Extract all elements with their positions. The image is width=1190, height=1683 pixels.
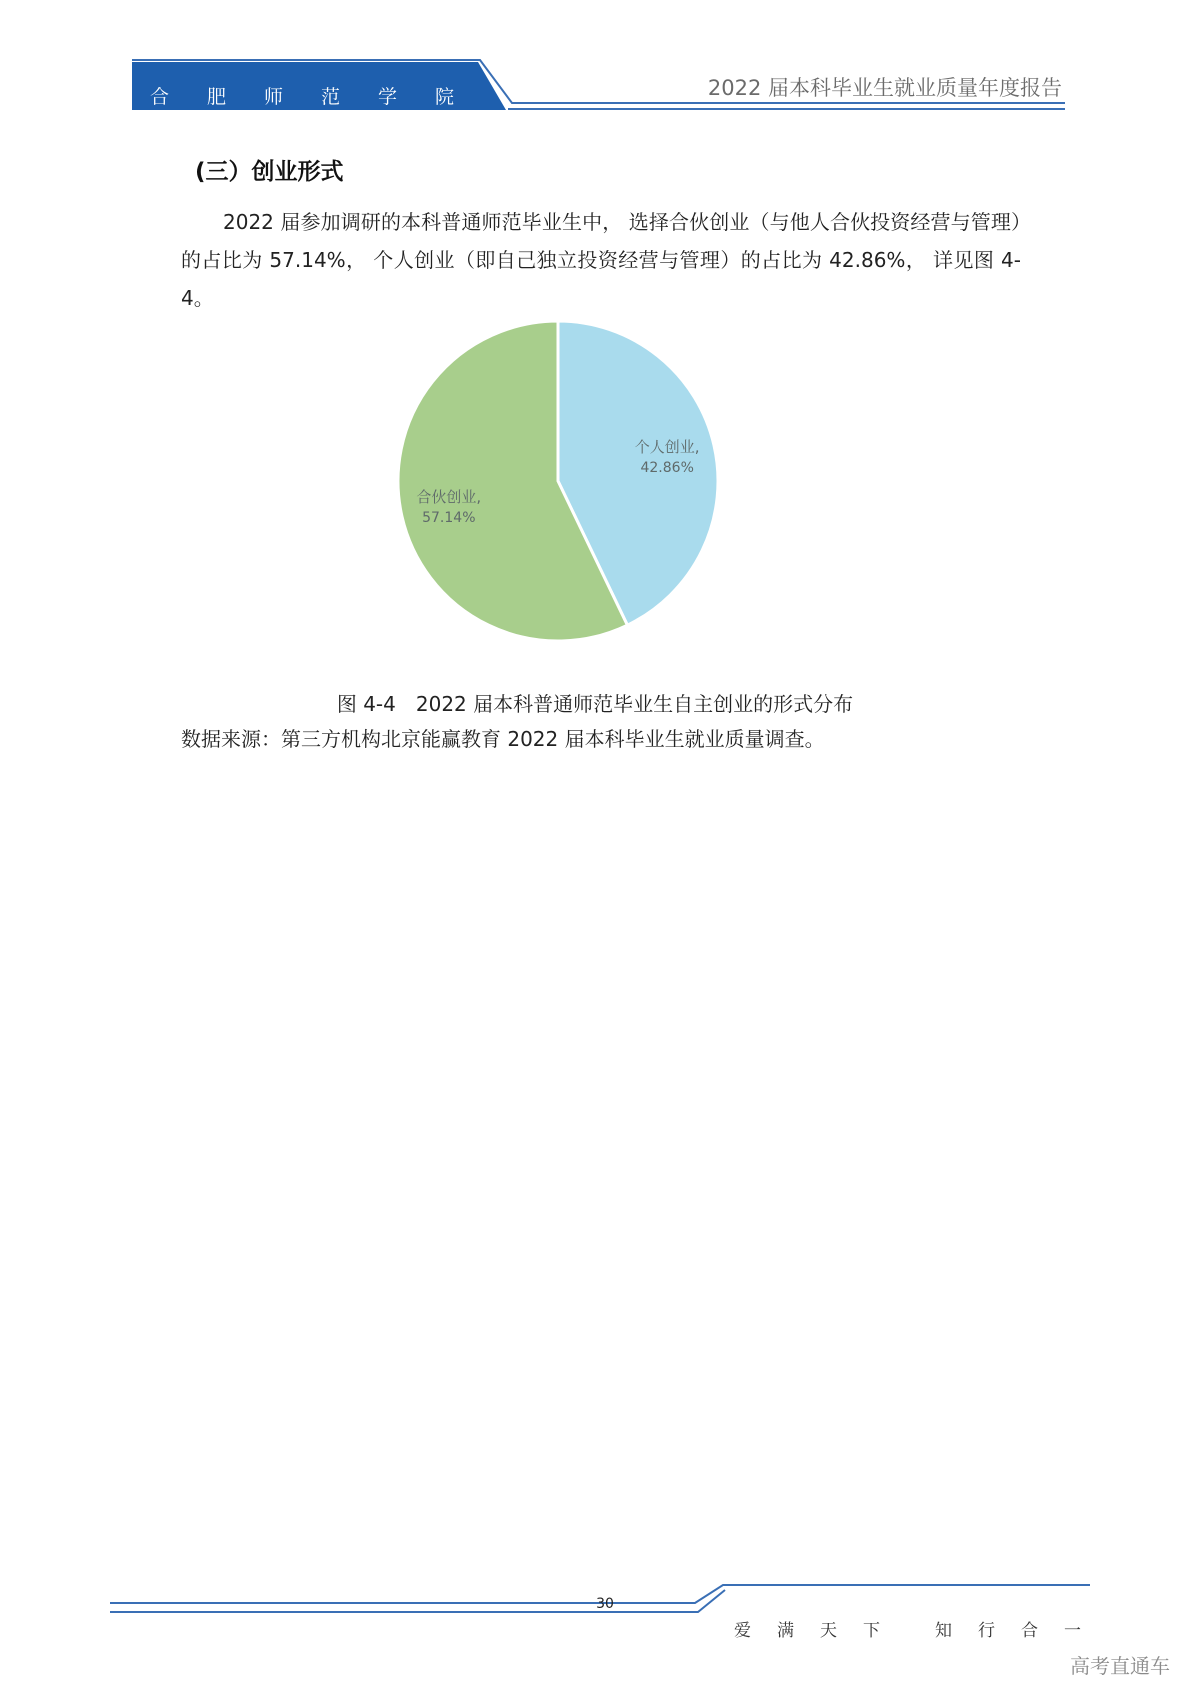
pie-chart-svg [395,318,815,678]
footer-motto-right: 知行合一 [935,1621,1107,1641]
figure-caption [0,688,1190,717]
body-paragraph: 2022 届参加调研的本科普通师范毕业生中， 选择合伙创业（与他人合伙投资经营与管理）的占比为 57.14%， 个人创业（即自己独立投资经营与管理）的占比为 42.86%， 详见图 4-4。 [181,210,1021,310]
watermark: 高考直通车 [1070,1654,1170,1678]
pie-slice-value-label: 42.86% [640,460,694,477]
footer-motto-left: 爱满天下 [734,1621,906,1641]
school-name: 合肥师范学院 [150,86,493,108]
figure-caption-number: 图 4-4 [336,692,396,716]
section-heading: (三）创业形式 [195,159,344,185]
data-source-note: 数据来源：第三方机构北京能赢教育 2022 届本科毕业生就业质量调查。 [181,727,825,751]
pie-slice-value-label: 57.14% [422,509,476,526]
pie-slice-category-label: 合伙创业, [416,487,482,506]
pie-chart [395,318,815,678]
figure-caption-text: 2022 届本科普通师范毕业生自主创业的形式分布 [415,692,854,716]
pie-slice-category-label: 个人创业, [634,438,700,457]
report-title: 2022 届本科毕业生就业质量年度报告 [707,76,1062,100]
page-number: 30 [596,1596,614,1612]
